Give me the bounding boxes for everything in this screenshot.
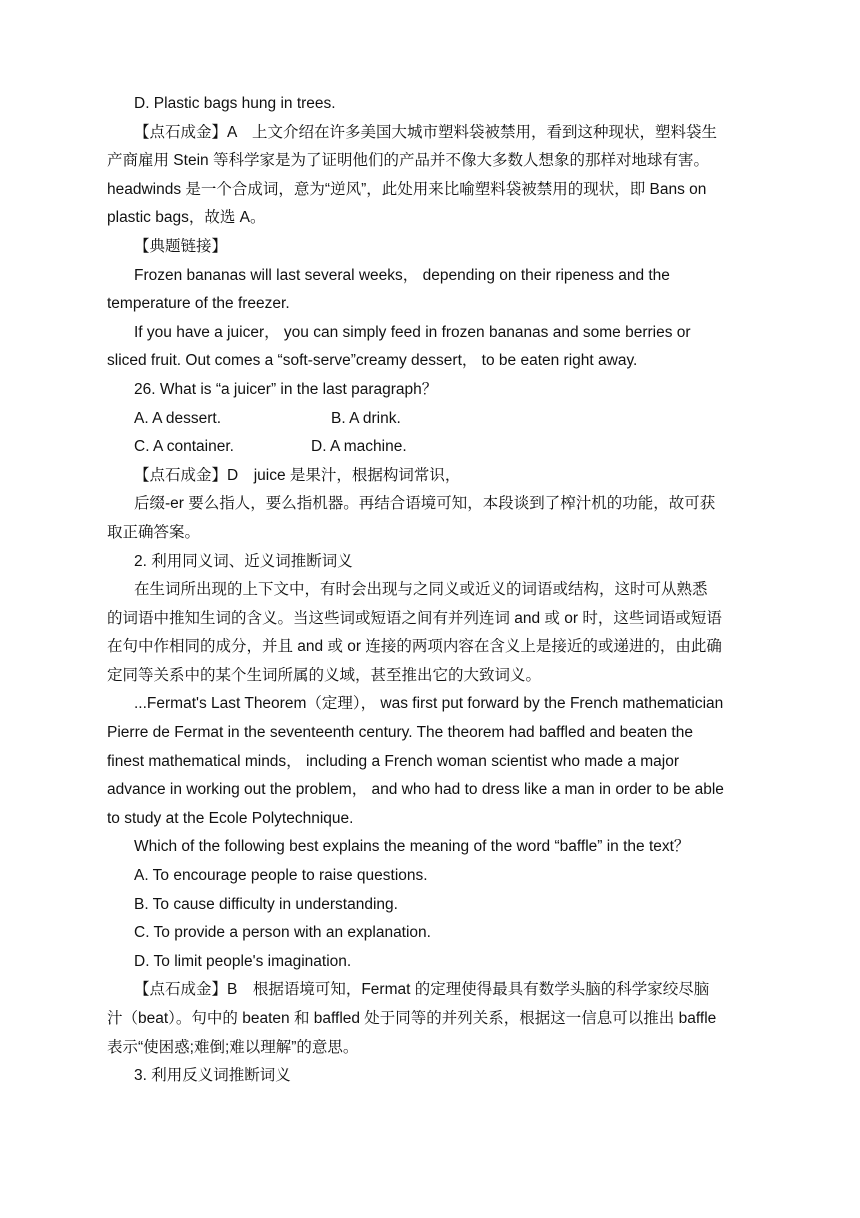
option-a: A. A dessert. xyxy=(134,409,222,427)
answer-explanation-line: 产商雇用 Stein 等科学家是为了证明他们的产品并不像大多数人想象的那样对地球有害。 xyxy=(107,152,709,170)
answer-explanation-line: 汁（beat）。句中的 beaten 和 baffled 处于同等的并列关系，根据这一信息可以推出 baffle xyxy=(107,1010,717,1027)
passage-line: finest mathematical minds， including a French woman scientist who made a major xyxy=(107,752,680,770)
passage-line: advance in working out the problem， and who had to dress like a man in order to be able xyxy=(107,781,724,799)
answer-explanation-line: 【点石成金】B 根据语境可知，Fermat 的定理使得最具有数学头脑的科学家绞尽脑 xyxy=(134,981,710,999)
question-26: 26. What is “a juicer” in the last paragraph？ xyxy=(134,380,438,398)
passage-line: Pierre de Fermat in the seventeenth century. The theorem had baffled and beaten the xyxy=(107,724,693,742)
body-text-line: 定同等关系中的某个生词所属的义域，甚至推出它的大致词义。 xyxy=(107,666,542,684)
option-d: D. A machine. xyxy=(311,438,407,456)
body-text-line: 在句中作相同的成分，并且 and 或 or 连接的两项内容在含义上是接近的或递进的，由此确 xyxy=(107,638,722,656)
option-c: C. To provide a person with an explanation. xyxy=(134,924,431,942)
answer-explanation-line: 后缀-er 要么指人，要么指机器。再结合语境可知，本段谈到了榨汁机的功能，故可获 xyxy=(134,495,716,513)
option-d-plastic-bags: D. Plastic bags hung in trees. xyxy=(134,95,336,112)
section-heading-example-link: 【典题链接】 xyxy=(134,237,228,255)
section-heading-antonyms: 3. 利用反义词推断词义 xyxy=(134,1067,291,1085)
option-c: C. A container. xyxy=(134,438,234,456)
options-row-ab xyxy=(107,405,755,434)
answer-explanation-line: 取正确答案。 xyxy=(107,523,201,541)
question-baffle: Which of the following best explains the meaning of the word “baffle” in the text？ xyxy=(134,838,690,856)
body-text-line: 的词语中推知生词的含义。当这些词或短语之间有并列连词 and 或 or 时，这些词语或短语 xyxy=(107,609,722,627)
passage-line: If you have a juicer， you can simply feed in frozen bananas and some berries or xyxy=(134,323,691,341)
passage-line: temperature of the freezer. xyxy=(107,295,290,313)
options-row-cd xyxy=(107,433,755,462)
option-b: B. To cause difficulty in understanding. xyxy=(134,895,398,913)
option-a: A. To encourage people to raise questions. xyxy=(134,867,428,885)
section-heading-synonyms: 2. 利用同义词、近义词推断词义 xyxy=(134,552,353,570)
passage-line: sliced fruit. Out comes a “soft-serve”creamy dessert， to be eaten right away. xyxy=(107,352,638,370)
answer-explanation-line: 【点石成金】A 上文介绍在许多美国大城市塑料袋被禁用，看到这种现状，塑料袋生 xyxy=(134,123,717,141)
option-b: B. A drink. xyxy=(331,409,401,427)
answer-explanation-line: plastic bags，故选 A。 xyxy=(107,209,266,227)
answer-explanation-line: headwinds 是一个合成词，意为“逆风”，此处用来比喻塑料袋被禁用的现状，即 Bans on xyxy=(107,180,707,198)
body-text-line: 在生词所出现的上下文中，有时会出现与之同义或近义的词语或结构，这时可从熟悉 xyxy=(134,581,708,599)
passage-line: to study at the Ecole Polytechnique. xyxy=(107,809,354,827)
option-d: D. To limit people's imagination. xyxy=(134,952,352,970)
document-page xyxy=(107,90,755,1091)
answer-explanation-line: 表示“使困惑;难倒;难以理解”的意思。 xyxy=(107,1038,359,1056)
passage-line: Frozen bananas will last several weeks， depending on their ripeness and the xyxy=(134,266,670,284)
answer-explanation-line: 【点石成金】D juice 是果汁，根据构词常识， xyxy=(134,466,461,484)
passage-line: ...Fermat's Last Theorem（定理）， was first put forward by the French mathematician xyxy=(134,695,724,713)
